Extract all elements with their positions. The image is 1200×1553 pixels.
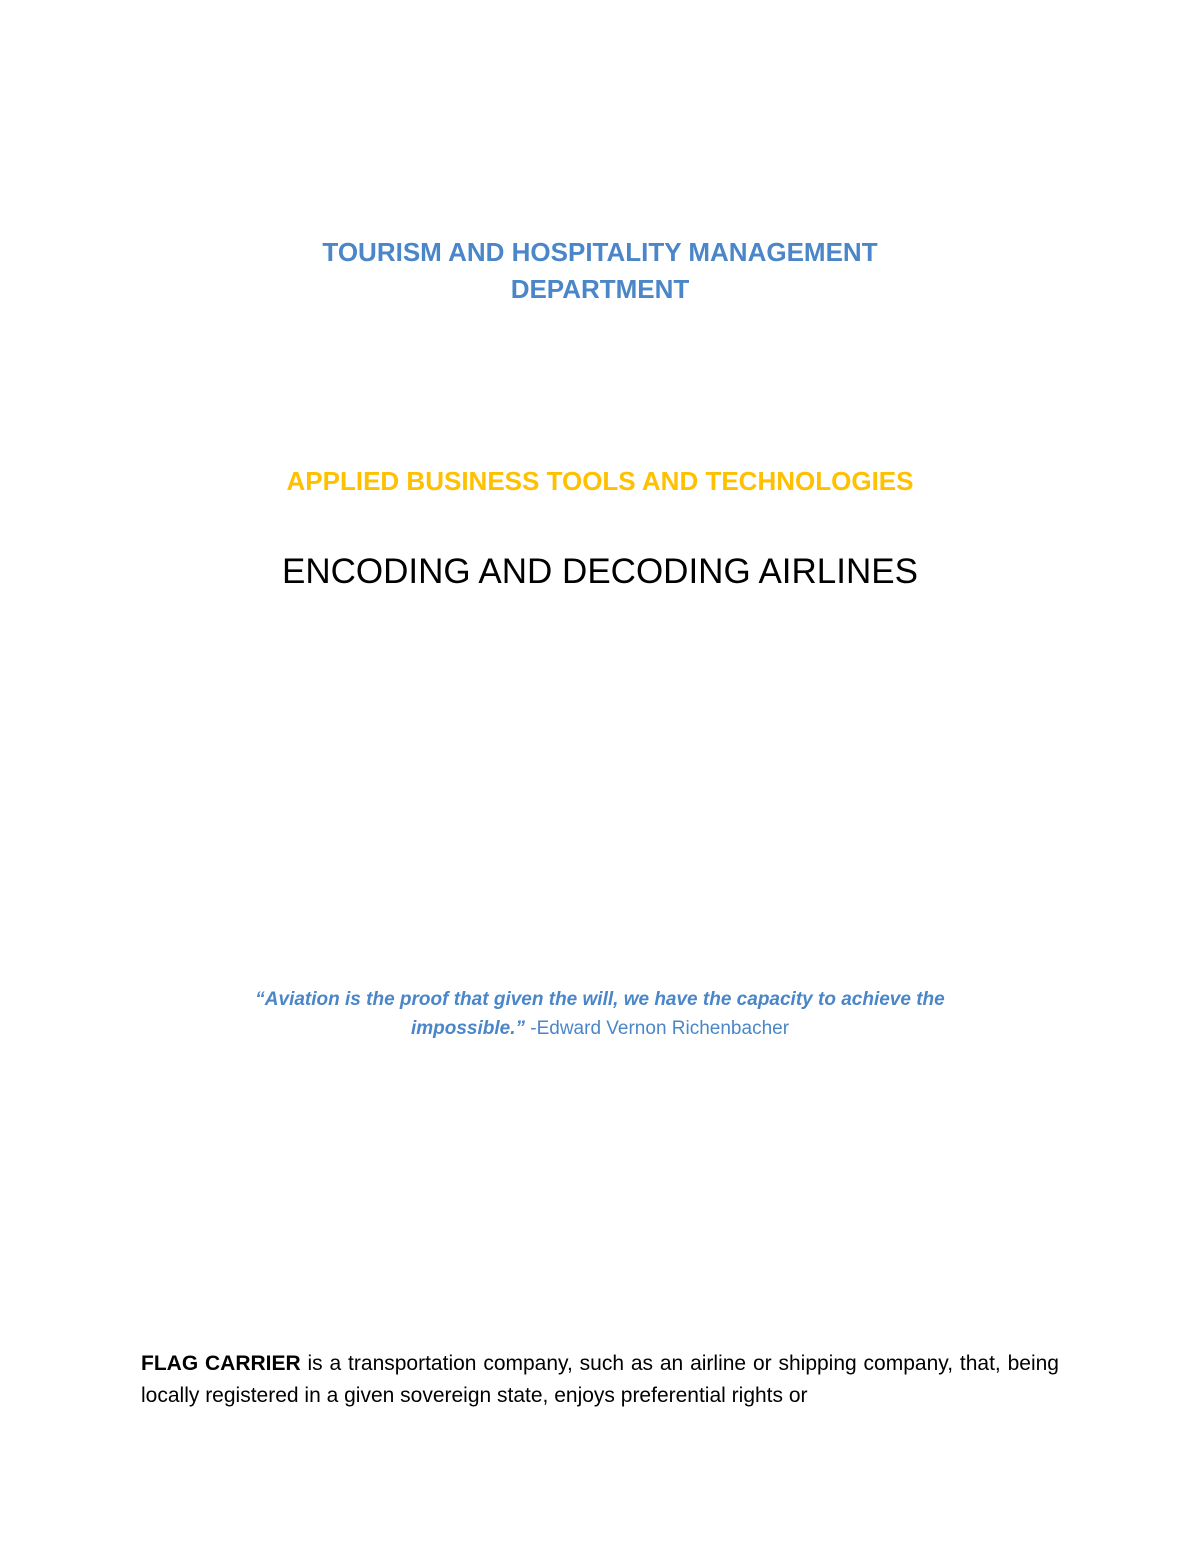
quote-block xyxy=(160,985,1040,1043)
department-heading xyxy=(0,234,1200,308)
course-title: APPLIED BUSINESS TOOLS AND TECHNOLOGIES xyxy=(286,466,914,496)
document-title: ENCODING AND DECODING AIRLINES xyxy=(282,552,918,591)
quote-line-2 xyxy=(160,1014,1040,1043)
quote-line-1: “Aviation is the proof that given the will, we have the capacity to achieve the xyxy=(255,989,945,1010)
flag-carrier-term: FLAG CARRIER xyxy=(141,1352,301,1375)
department-line-2: DEPARTMENT xyxy=(510,274,690,304)
flag-carrier-definition: is a transportation company, such as an airline or shipping company, that, being locally registered in a given sovereign state, enjoys preferential rights or xyxy=(141,1352,1059,1407)
quote-text-end: impossible.” xyxy=(410,1018,525,1039)
flag-carrier-paragraph xyxy=(141,1348,1059,1412)
department-line-1: TOURISM AND HOSPITALITY MANAGEMENT xyxy=(322,237,878,267)
quote-attribution: -Edward Vernon Richenbacher xyxy=(524,1018,790,1039)
